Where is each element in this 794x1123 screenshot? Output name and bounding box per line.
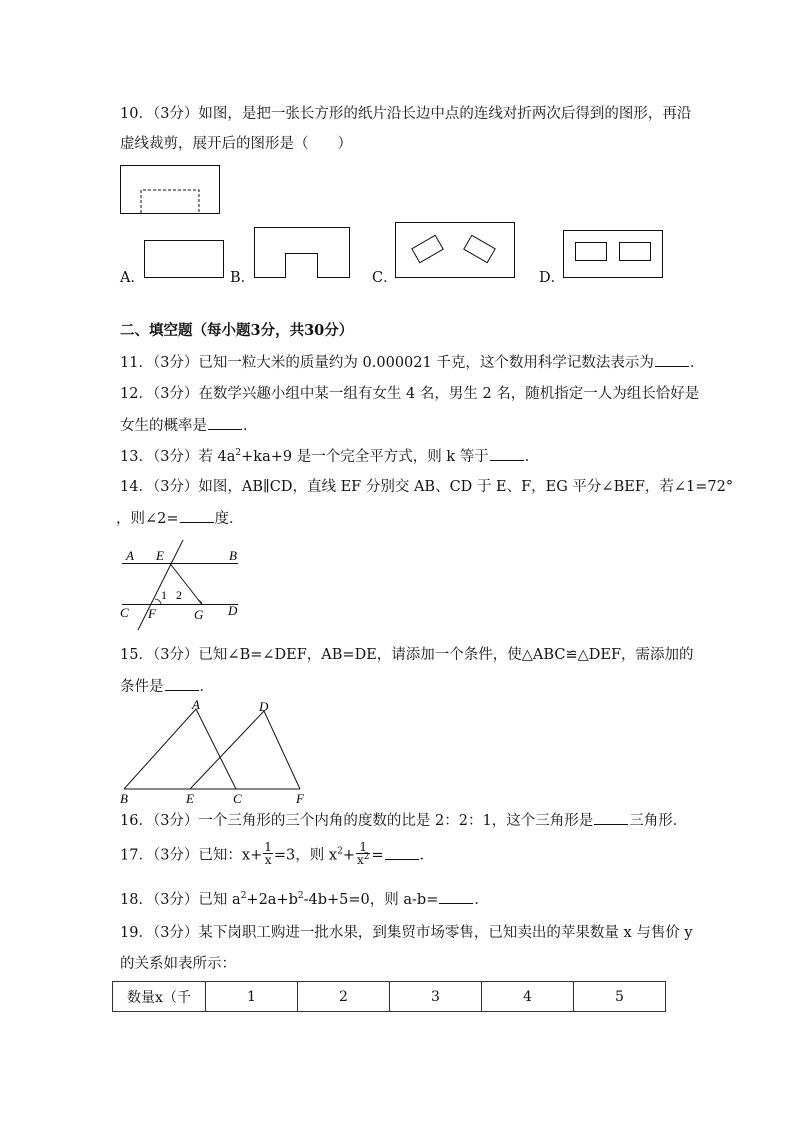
q14-label-e: E bbox=[156, 548, 164, 563]
q14-label-g: G bbox=[194, 607, 204, 622]
q17-line: 17．（3分）已知：x+ $\frac{1}{x}$ =3，则 $x^2+$ $\frac{1}{x^2}$ = ． bbox=[120, 840, 435, 867]
q10-option-c-figure bbox=[395, 222, 517, 280]
q15-label-a: A bbox=[192, 697, 200, 712]
q18-line: 18．（3分）已知 $a^2+2a+b^2-4b+5=0$，则 a-b= ． bbox=[120, 889, 489, 910]
q10-option-a-figure bbox=[144, 240, 226, 280]
table-row bbox=[113, 982, 666, 1012]
q14-angle2-label: 2 bbox=[176, 588, 182, 602]
table-cell: 1 bbox=[206, 982, 298, 1012]
q10-line2: 虚线裁剪，展开后的图形是（ ） bbox=[120, 136, 352, 152]
q12-line2: 女生的概率是 ． bbox=[120, 415, 258, 436]
q14-line1: 14．（3分）如图，AB∥CD，直线 EF 分别交 AB、CD 于 E、F，EG 平分∠BEF，若∠1=72° bbox=[120, 479, 734, 495]
q15-line2: 条件是 ． bbox=[120, 676, 214, 697]
q19-line2: 的关系如表所示： bbox=[120, 956, 236, 972]
q15-label-b: B bbox=[120, 791, 128, 806]
q15-label-f: F bbox=[296, 791, 304, 806]
q10-option-b-figure bbox=[254, 227, 352, 281]
q12-line1: 12．（3分）在数学兴趣小组中某一组有女生 4 名，男生 2 名，随机指定一人为组长恰好是 bbox=[120, 386, 700, 402]
q15-label-d: D bbox=[259, 699, 269, 714]
q14-label-d: D bbox=[228, 603, 238, 618]
table-cell: 3 bbox=[390, 982, 482, 1012]
q16-line: 16．（3分）一个三角形的三个内角的度数的比是 2：2：1，这个三角形是 三角形． bbox=[120, 810, 687, 831]
q14-angle1-label: 1 bbox=[161, 588, 167, 602]
q10-folded-paper-figure bbox=[120, 165, 222, 215]
q10-option-c-label: C． bbox=[372, 270, 398, 286]
q14-parallel-lines-figure bbox=[118, 540, 248, 632]
q10-option-d-label: D． bbox=[539, 270, 566, 286]
q10-option-d-figure bbox=[563, 230, 665, 280]
q14-label-c: C bbox=[120, 605, 129, 620]
q19-table bbox=[112, 981, 666, 1012]
q15-label-c: C bbox=[233, 791, 242, 806]
q10-line1: 10．（3分）如图，是把一张长方形的纸片沿长边中点的连线对折两次后得到的图形，再沿 bbox=[120, 106, 692, 122]
q15-label-e: E bbox=[186, 791, 194, 806]
q13-line: 13．（3分）若 $4a^2+ka+9$ 是一个完全平方式，则 k 等于 ． bbox=[120, 446, 539, 467]
q17-fraction-2: $\frac{1}{x^2}$ bbox=[356, 840, 370, 867]
table-cell: 4 bbox=[482, 982, 574, 1012]
q19-line1: 19．（3分）某下岗职工购进一批水果，到集贸市场零售，已知卖出的苹果数量 x 与售价 y bbox=[120, 925, 693, 941]
q11-line: 11．（3分）已知一粒大米的质量约为 0.000021 千克，这个数用科学记数法表示为 ． bbox=[120, 352, 704, 373]
table-cell: 2 bbox=[298, 982, 390, 1012]
q14-label-b: B bbox=[229, 548, 237, 563]
q10-option-b-label: B． bbox=[230, 270, 256, 286]
table-cell: 5 bbox=[574, 982, 666, 1012]
q14-label-f: F bbox=[148, 606, 156, 621]
q14-line2: ，则∠2= 度． bbox=[116, 508, 244, 529]
q14-label-a: A bbox=[126, 548, 134, 563]
q15-triangles-figure bbox=[118, 697, 318, 807]
q17-fraction-1: $\frac{1}{x}$ bbox=[264, 840, 272, 867]
section2-heading: 二、填空题（每小题3分，共30分） bbox=[120, 322, 354, 339]
q15-line1: 15．（3分）已知∠B=∠DEF，AB=DE，请添加一个条件，使△ABC≌△DEF，需添加的 bbox=[120, 647, 694, 663]
table-header-cell: 数量x（千 bbox=[113, 982, 206, 1012]
q10-option-a-label: A． bbox=[120, 270, 145, 286]
